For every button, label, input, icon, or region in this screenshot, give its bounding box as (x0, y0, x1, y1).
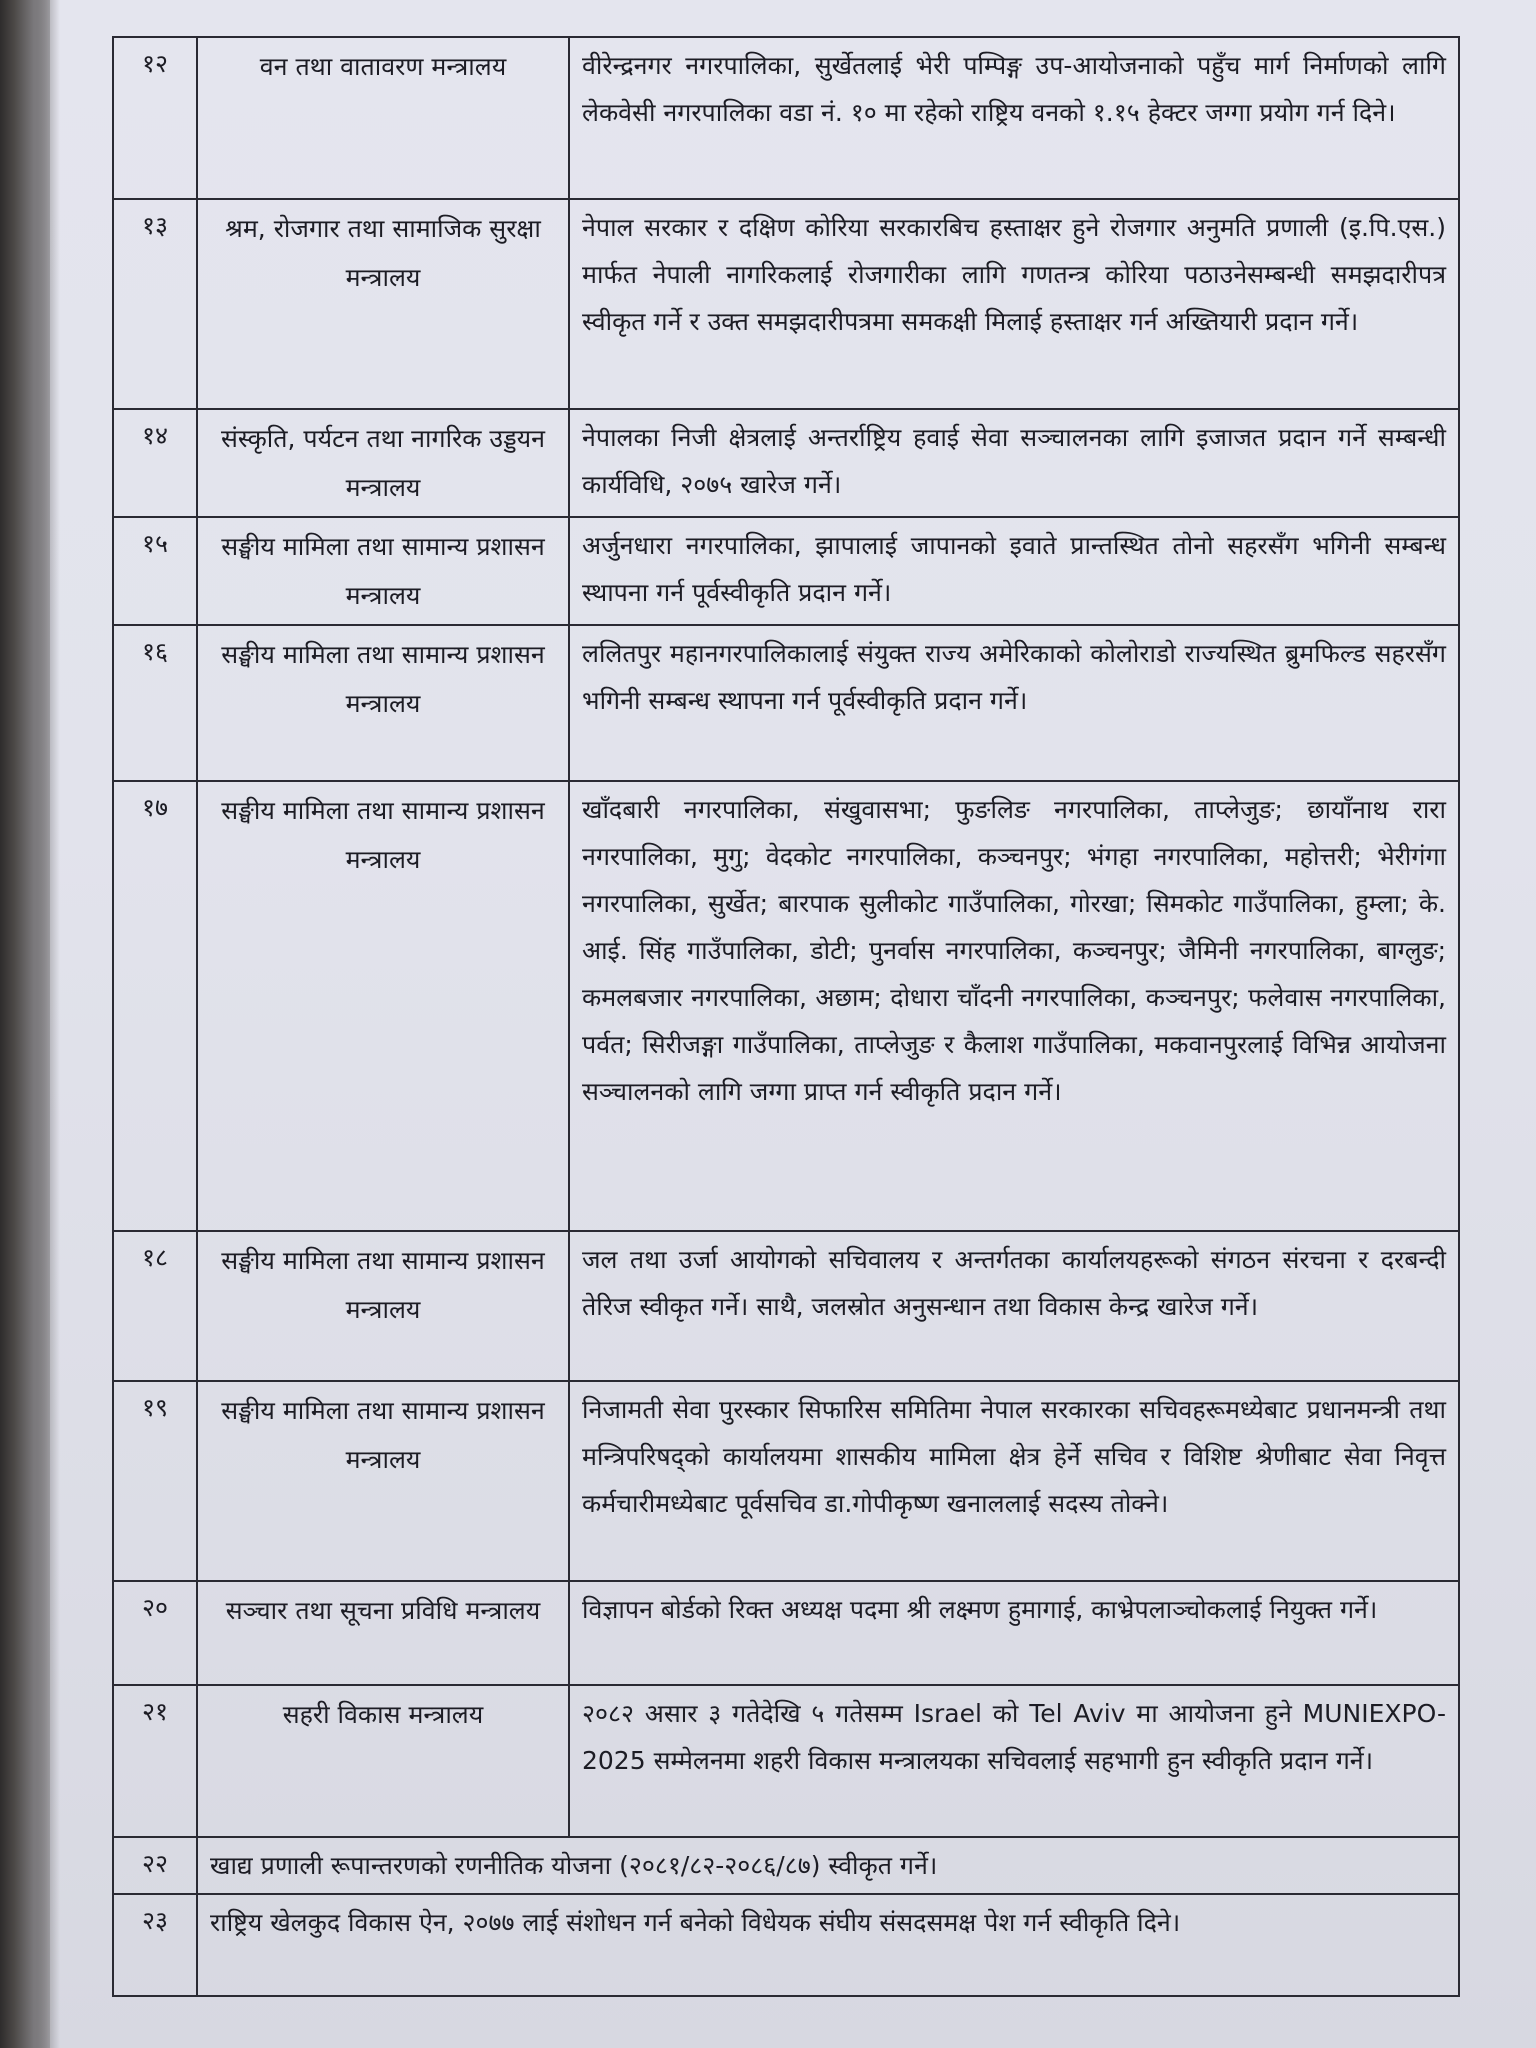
decision-text: वीरेन्द्रनगर नगरपालिका, सुर्खेतलाई भेरी पम्पिङ्ग उप-आयोजनाको पहुँच मार्ग निर्माणको लागि लेकवेसी नगरपालिका वडा नं. १० मा रहेको राष्ट्रिय वनको १.१५ हेक्टर जग्गा प्रयोग गर्न दिने। (569, 37, 1459, 199)
decision-text: ललितपुर महानगरपालिकालाई संयुक्त राज्य अमेरिकाको कोलोराडो राज्यस्थित ब्रुमफिल्ड सहरसँग भगिनी सम्बन्ध स्थापना गर्न पूर्वस्वीकृति प्रदान गर्ने। (569, 625, 1459, 781)
ministry-name: सङ्घीय मामिला तथा सामान्य प्रशासन मन्त्रालय (197, 781, 569, 1231)
decision-text: विज्ञापन बोर्डको रिक्त अध्यक्ष पदमा श्री लक्ष्मण हुमागाई, काभ्रेपलाञ्चोकलाई नियुक्त गर्ने। (569, 1581, 1459, 1685)
table-row (113, 37, 1459, 199)
ministry-name: सङ्घीय मामिला तथा सामान्य प्रशासन मन्त्रालय (197, 1231, 569, 1381)
decision-text: अर्जुनधारा नगरपालिका, झापालाई जापानको इवाते प्रान्तस्थित तोनो सहरसँग भगिनी सम्बन्ध स्थापना गर्न पूर्वस्वीकृति प्रदान गर्ने। (569, 517, 1459, 625)
table-row (113, 781, 1459, 1231)
table-row (113, 1894, 1459, 1996)
row-number: १९ (113, 1381, 197, 1581)
ministry-name: सञ्चार तथा सूचना प्रविधि मन्त्रालय (197, 1581, 569, 1685)
row-number: १२ (113, 37, 197, 199)
table-row (113, 199, 1459, 409)
row-number: १७ (113, 781, 197, 1231)
row-number: १५ (113, 517, 197, 625)
table-row (113, 1231, 1459, 1381)
ministry-name: सहरी विकास मन्त्रालय (197, 1685, 569, 1837)
row-number: १६ (113, 625, 197, 781)
table-row (113, 1381, 1459, 1581)
ministry-name: श्रम, रोजगार तथा सामाजिक सुरक्षा मन्त्रालय (197, 199, 569, 409)
decision-text: निजामती सेवा पुरस्कार सिफारिस समितिमा नेपाल सरकारका सचिवहरूमध्येबाट प्रधानमन्त्री तथा मन्त्रिपरिषद्को कार्यालयमा शासकीय मामिला क्षेत्र हेर्ने सचिव र विशिष्ट श्रेणीबाट सेवा निवृत्त कर्मचारीमध्येबाट पूर्वसचिव डा.गोपीकृष्ण खनाललाई सदस्य तोक्ने। (569, 1381, 1459, 1581)
decision-text: २०८२ असार ३ गतेदेखि ५ गतेसम्म Israel को Tel Aviv मा आयोजना हुने MUNIEXPO-2025 सम्मेलनमा शहरी विकास मन्त्रालयका सचिवलाई सहभागी हुन स्वीकृति प्रदान गर्ने। (569, 1685, 1459, 1837)
row-number: २० (113, 1581, 197, 1685)
table-row (113, 409, 1459, 517)
decision-text: खाँदबारी नगरपालिका, संखुवासभा; फुङलिङ नगरपालिका, ताप्लेजुङ; छायाँनाथ रारा नगरपालिका, मुगु; वेदकोट नगरपालिका, कञ्चनपुर; भंगहा नगरपालिका, महोत्तरी; भेरीगंगा नगरपालिका, सुर्खेत; बारपाक सुलीकोट गाउँपालिका, गोरखा; सिमकोट गाउँपालिका, हुम्ला; के. आई. सिंह गाउँपालिका, डोटी; पुनर्वास नगरपालिका, कञ्चनपुर; जैमिनी नगरपालिका, बाग्लुङ; कमलबजार नगरपालिका, अछाम; दोधारा चाँदनी नगरपालिका, कञ्चनपुर; फलेवास नगरपालिका, पर्वत; सिरीजङ्गा गाउँपालिका, ताप्लेजुङ र कैलाश गाउँपालिका, मकवानपुरलाई विभिन्न आयोजना सञ्चालनको लागि जग्गा प्राप्त गर्न स्वीकृति प्रदान गर्ने। (569, 781, 1459, 1231)
ministry-name: वन तथा वातावरण मन्त्रालय (197, 37, 569, 199)
decision-text: जल तथा उर्जा आयोगको सचिवालय र अन्तर्गतका कार्यालयहरूको संगठन संरचना र दरबन्दी तेरिज स्वीकृत गर्ने। साथै, जलस्रोत अनुसन्धान तथा विकास केन्द्र खारेज गर्ने। (569, 1231, 1459, 1381)
ministry-name: संस्कृति, पर्यटन तथा नागरिक उड्डयन मन्त्रालय (197, 409, 569, 517)
decision-text: नेपालका निजी क्षेत्रलाई अन्तर्राष्ट्रिय हवाई सेवा सञ्चालनका लागि इजाजत प्रदान गर्ने सम्बन्धी कार्यविधि, २०७५ खारेज गर्ने। (569, 409, 1459, 517)
table-row (113, 625, 1459, 781)
cabinet-decisions-table (112, 36, 1460, 1997)
row-number: २३ (113, 1894, 197, 1996)
ministry-name: सङ्घीय मामिला तथा सामान्य प्रशासन मन्त्रालय (197, 1381, 569, 1581)
table-row (113, 517, 1459, 625)
decision-text: राष्ट्रिय खेलकुद विकास ऐन, २०७७ लाई संशोधन गर्न बनेको विधेयक संघीय संसदसमक्ष पेश गर्न स्वीकृति दिने। (197, 1894, 1459, 1996)
row-number: १३ (113, 199, 197, 409)
row-number: २२ (113, 1837, 197, 1894)
table-row (113, 1685, 1459, 1837)
decision-text: खाद्य प्रणाली रूपान्तरणको रणनीतिक योजना (२०८१/८२-२०८६/८७) स्वीकृत गर्ने। (197, 1837, 1459, 1894)
table-row (113, 1837, 1459, 1894)
table-row (113, 1581, 1459, 1685)
ministry-name: सङ्घीय मामिला तथा सामान्य प्रशासन मन्त्रालय (197, 625, 569, 781)
decision-text: नेपाल सरकार र दक्षिण कोरिया सरकारबिच हस्ताक्षर हुने रोजगार अनुमति प्रणाली (इ.पि.एस.) मार्फत नेपाली नागरिकलाई रोजगारीका लागि गणतन्त्र कोरिया पठाउनेसम्बन्धी समझदारीपत्र स्वीकृत गर्ने र उक्त समझदारीपत्रमा समकक्षी मिलाई हस्ताक्षर गर्न अख्तियारी प्रदान गर्ने। (569, 199, 1459, 409)
row-number: २१ (113, 1685, 197, 1837)
row-number: १८ (113, 1231, 197, 1381)
ministry-name: सङ्घीय मामिला तथा सामान्य प्रशासन मन्त्रालय (197, 517, 569, 625)
row-number: १४ (113, 409, 197, 517)
page-edge-shadow (0, 0, 60, 2048)
